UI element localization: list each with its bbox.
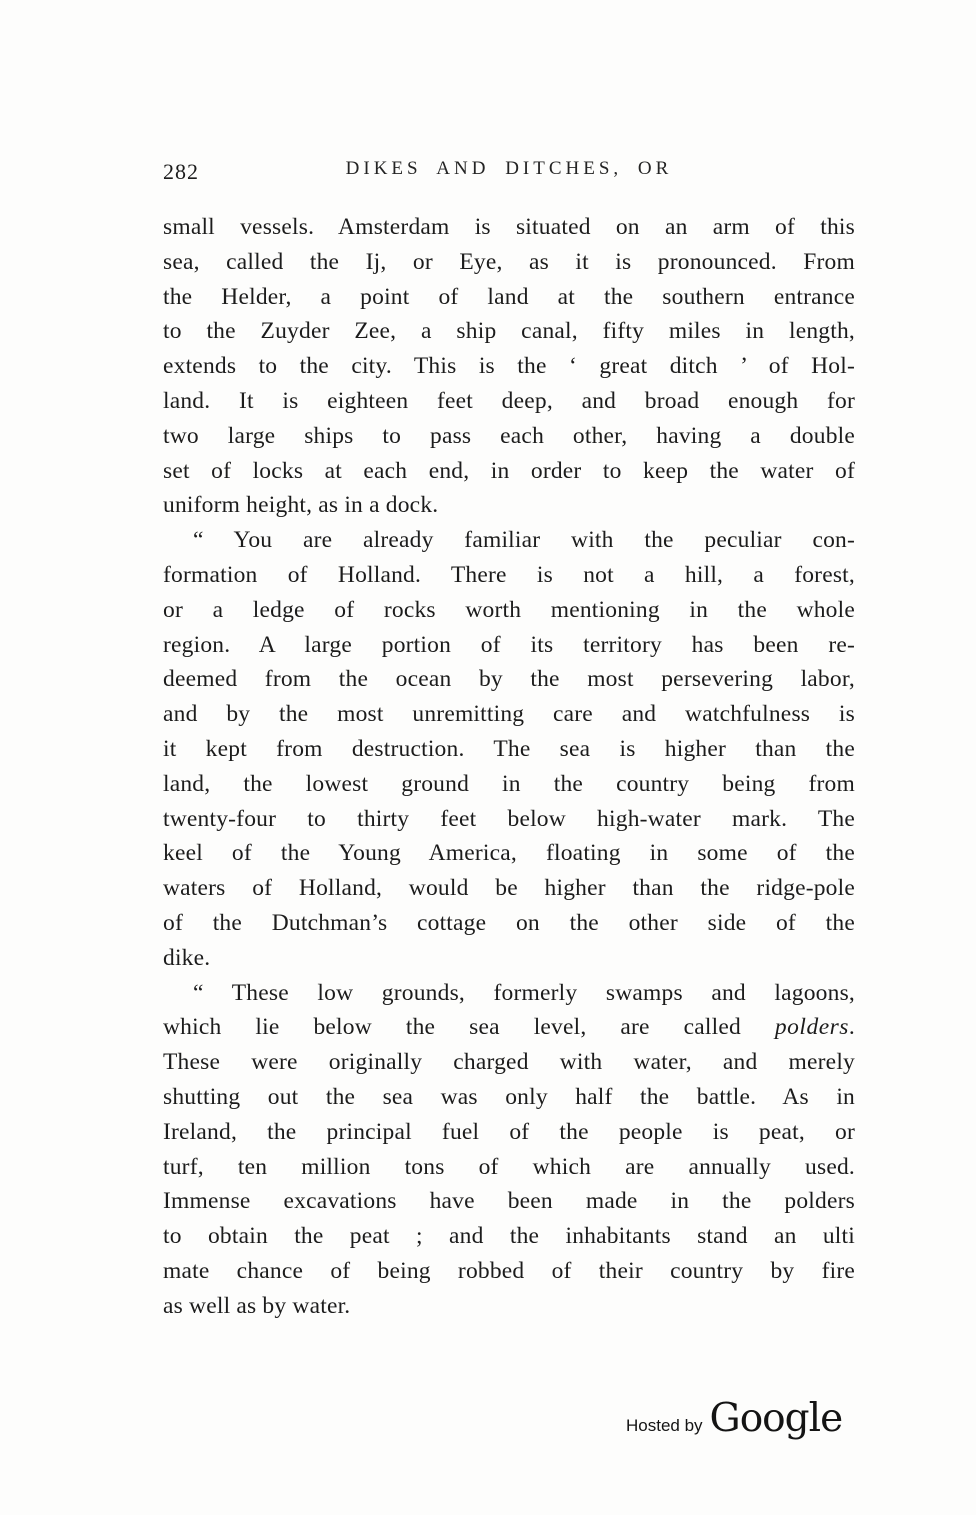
text-line: extends to the city. This is the ‘ great ditch ’ of Hol-: [163, 353, 855, 380]
text-line: small vessels. Amsterdam is situated on an arm of this: [163, 214, 855, 240]
text-line: “ You are already familiar with the peculiar con-: [193, 527, 855, 554]
text-line: two large ships to pass each other, having a double: [163, 422, 855, 449]
text-line: keel of the Young America, floating in some of the: [163, 840, 855, 867]
text-line: “ These low grounds, formerly swamps and lagoons,: [193, 979, 855, 1006]
text-line: as well as by water.: [163, 1292, 351, 1319]
text-line: land, the lowest ground in the country being from: [163, 770, 855, 797]
text-line: set of locks at each end, in order to keep the water of: [163, 457, 855, 484]
text-line: uniform height, as in a dock.: [163, 492, 439, 519]
text-line: Immense excavations have been made in the polders: [163, 1188, 855, 1215]
running-header: [163, 158, 855, 188]
text-line: deemed from the ocean by the most persevering labor,: [163, 666, 855, 693]
text-line: mate chance of being robbed of their country by fire: [163, 1257, 855, 1284]
text-line: the Helder, a point of land at the southern entrance: [163, 283, 855, 310]
paragraph: [163, 210, 855, 523]
page-number: 282: [163, 159, 199, 184]
paragraph: [163, 523, 855, 975]
text-line: dike.: [163, 944, 211, 971]
google-logo: Google: [709, 1396, 843, 1441]
running-header-title: DIKES AND DITCHES, OR: [345, 158, 673, 179]
text-line: of the Dutchman’s cottage on the other side of the: [163, 909, 855, 936]
text-line: land. It is eighteen feet deep, and broad enough for: [163, 387, 855, 414]
text-line: region. A large portion of its territory has been re-: [163, 631, 855, 658]
text-line: or a ledge of rocks worth mentioning in the whole: [163, 596, 855, 623]
text-line: to the Zuyder Zee, a ship canal, fifty miles in length,: [163, 318, 855, 345]
text-line: which lie below the sea level, are called polders.: [163, 1014, 855, 1041]
text-line: formation of Holland. There is not a hill, a forest,: [163, 561, 855, 588]
text-line: to obtain the peat ; and the inhabitants stand an ulti: [163, 1223, 855, 1250]
text-line: turf, ten million tons of which are annually used.: [163, 1153, 855, 1180]
hosted-by-label: Hosted by: [626, 1416, 703, 1435]
paragraph: [163, 976, 855, 1324]
text-line: waters of Holland, would be higher than the ridge-pole: [163, 875, 855, 902]
hosted-by-google-watermark: [626, 1396, 842, 1441]
text-line: shutting out the sea was only half the battle. As in: [163, 1083, 855, 1110]
text-line: sea, called the Ij, or Eye, as it is pronounced. From: [163, 248, 855, 275]
text-block: [163, 210, 855, 1324]
text-line: it kept from destruction. The sea is higher than the: [163, 735, 855, 762]
text-line: twenty-four to thirty feet below high-water mark. The: [163, 805, 855, 832]
text-line: These were originally charged with water, and merely: [163, 1049, 855, 1076]
text-line: and by the most unremitting care and watchfulness is: [163, 701, 855, 728]
text-line: Ireland, the principal fuel of the people is peat, or: [163, 1118, 855, 1145]
